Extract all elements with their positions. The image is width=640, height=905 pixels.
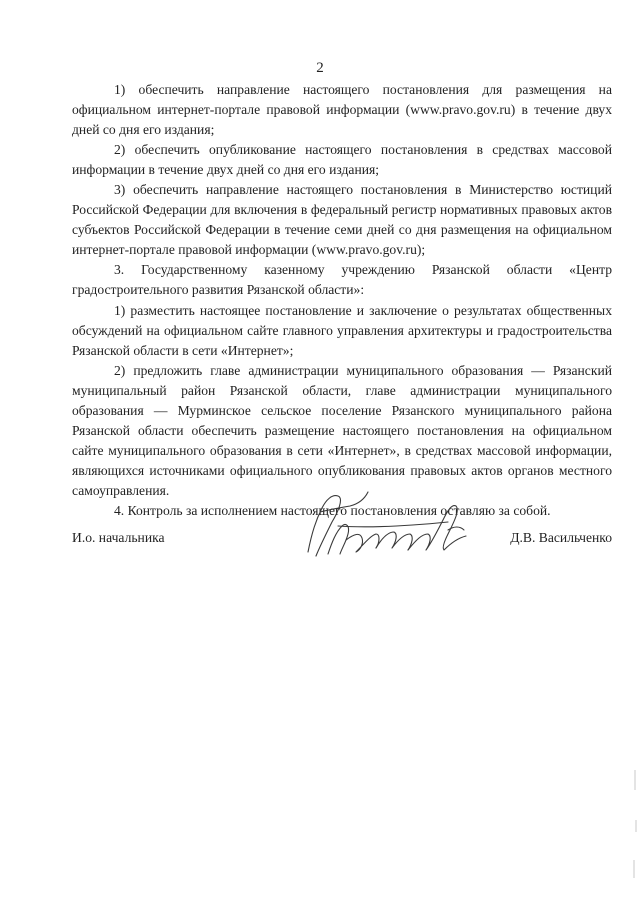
paragraph-item-2-municipal-posting: 2) предложить главе администрации муниципального образования — Рязанский муниципальный район Рязанской области, главе администрации муниципального образования — Мурминское сельское поселение Рязанского муниципального района Рязанской области обеспечить размещение настоящего постановления на официальном сайте муниципального образования в сети «Интернет», в средствах массовой информации, являющихся источниками официального опубликования правовых актов органов местного самоуправления. xyxy=(72,362,612,498)
paragraph-item-1-publication-portal: 1) обеспечить направление настоящего постановления для размещения на официальном интернет-портале правовой информации (www.pravo.gov.ru) в течение двух дней со дня его издания; xyxy=(72,82,612,138)
paragraph-item-3-ministry-of-justice: 3) обеспечить направление настоящего постановления в Министерство юстиций Российской Федерации для включения в федеральный регистр нормативных правовых актов субъектов Российской Федерации в течение семи дней со дня размещения на официальном интернет-портале правовой информации (www.pravo.gov.ru); xyxy=(72,182,612,258)
document-body xyxy=(72,80,612,521)
page-number: 2 xyxy=(316,60,324,76)
handwritten-signature xyxy=(298,482,488,572)
paragraph-section-3-state-institution: 3. Государственному казенному учреждению Рязанской области «Центр градостроительного развития Рязанской области»: xyxy=(72,262,612,298)
paragraph-section-4-control: 4. Контроль за исполнением настоящего постановления оставляю за собой. xyxy=(114,502,551,518)
scan-edge-marks xyxy=(620,760,640,905)
signer-name: Д.В. Васильченко xyxy=(510,530,612,545)
paragraph-item-2-mass-media: 2) обеспечить опубликование настоящего постановления в средствах массовой информации в течение двух дней со дня его издания; xyxy=(72,142,612,178)
signer-title: И.о. начальника xyxy=(72,530,165,545)
paragraph-item-1-website-posting: 1) разместить настоящее постановление и заключение о результатах общественных обсуждений на официальном сайте главного управления архитектуры и градостроительства Рязанской области в сети «Интернет»; xyxy=(72,302,612,358)
